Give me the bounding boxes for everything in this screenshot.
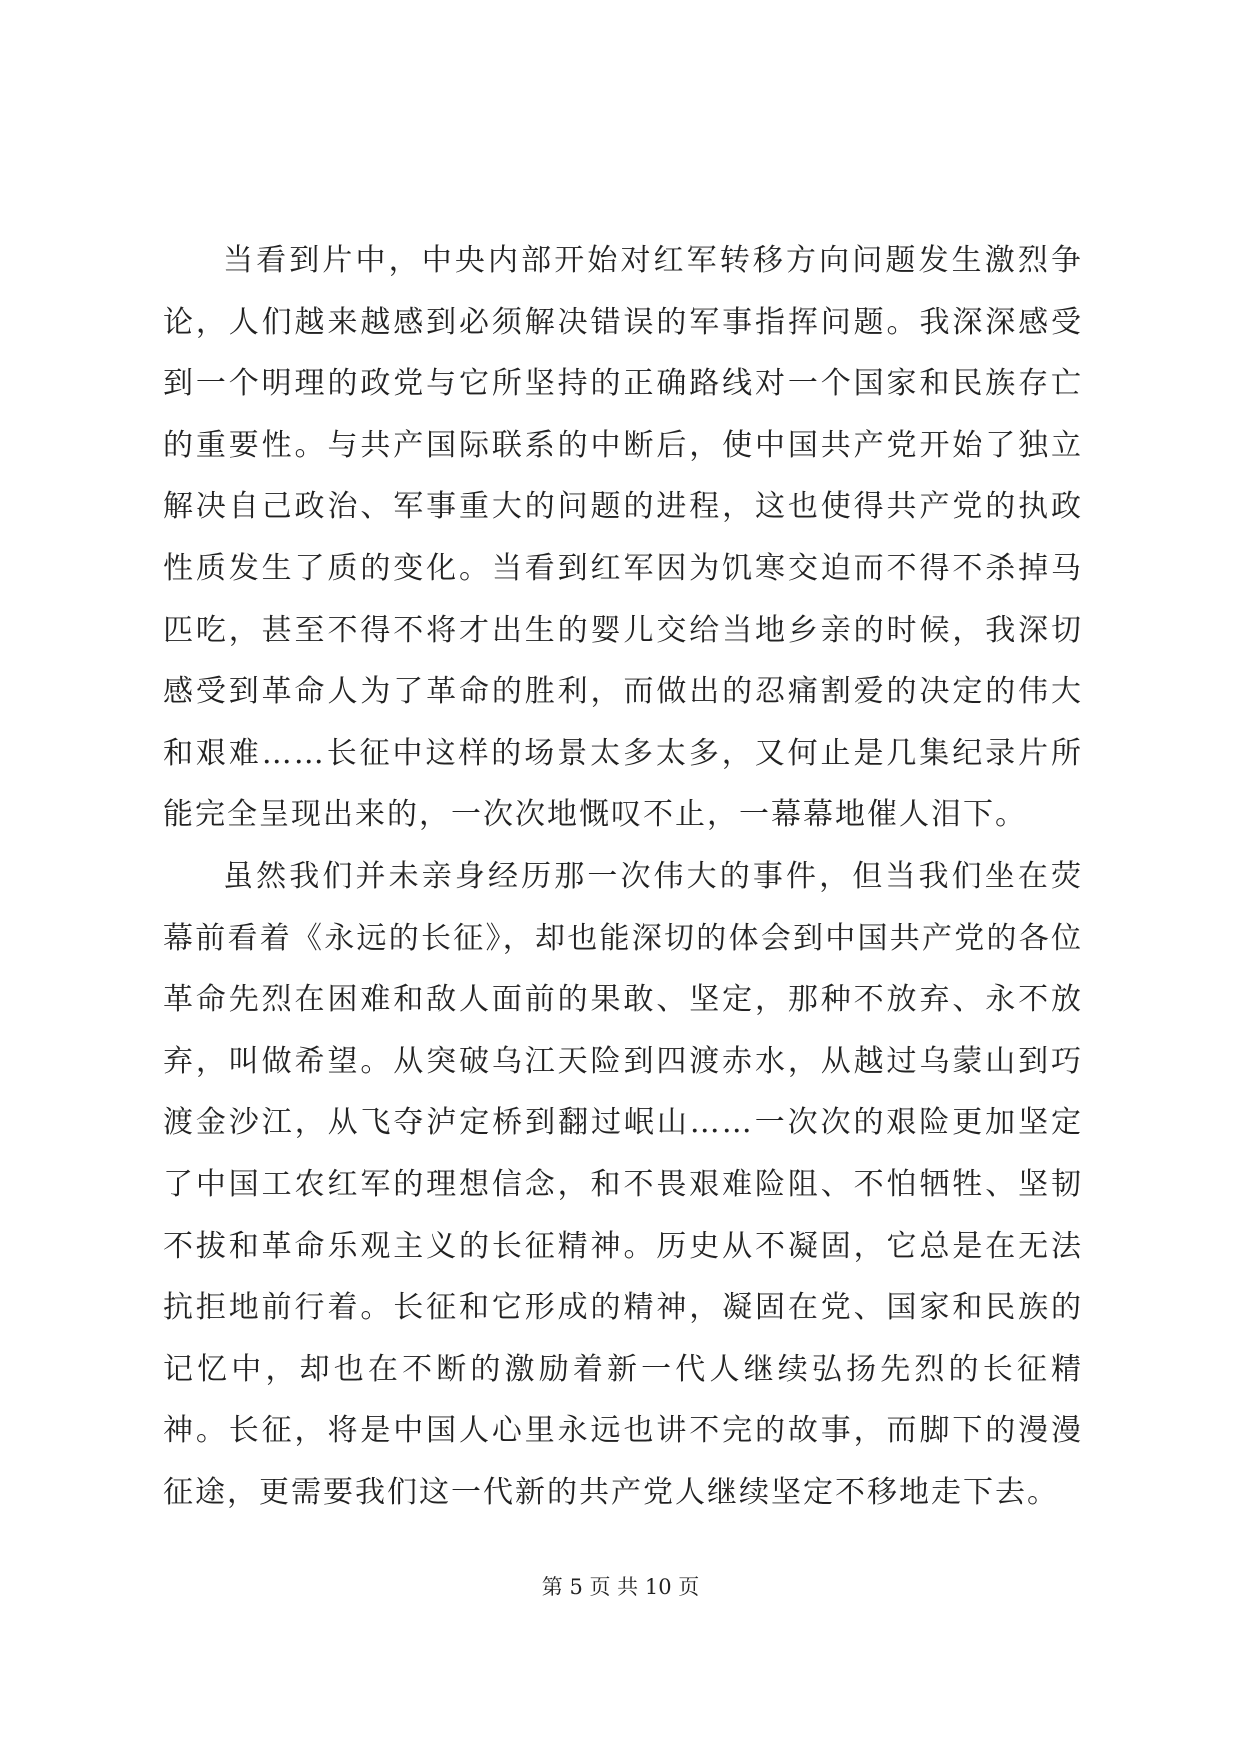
- document-body: [163, 230, 1083, 1523]
- page-footer: 第 5 页 共 10 页: [541, 1575, 700, 1599]
- paragraph-1: 当看到片中，中央内部开始对红军转移方向问题发生激烈争论，人们越来越感到必须解决错误的军事指挥问题。我深深感受到一个明理的政党与它所坚持的正确路线对一个国家和民族存亡的重要性。与共产国际联系的中断后，使中国共产党开始了独立解决自己政治、军事重大的问题的进程，这也使得共产党的执政性质发生了质的变化。当看到红军因为饥寒交迫而不得不杀掉马匹吃，甚至不得不将才出生的婴儿交给当地乡亲的时候，我深切感受到革命人为了革命的胜利，而做出的忍痛割爱的决定的伟大和艰难……长征中这样的场景太多太多，又何止是几集纪录片所能完全呈现出来的，一次次地慨叹不止，一幕幕地催人泪下。: [163, 243, 1083, 833]
- paragraph-2: 虽然我们并未亲身经历那一次伟大的事件，但当我们坐在荧幕前看着《永远的长征》，却也能深切的体会到中国共产党的各位革命先烈在困难和敌人面前的果敢、坚定，那种不放弃、永不放弃，叫做希望。从突破乌江天险到四渡赤水，从越过乌蒙山到巧渡金沙江，从飞夺泸定桥到翻过岷山……一次次的艰险更加坚定了中国工农红军的理想信念，和不畏艰难险阻、不怕牺牲、坚韧不拔和革命乐观主义的长征精神。历史从不凝固，它总是在无法抗拒地前行着。长征和它形成的精神，凝固在党、国家和民族的记忆中，却也在不断的激励着新一代人继续弘扬先烈的长征精神。长征，将是中国人心里永远也讲不完的故事，而脚下的漫漫征途，更需要我们这一代新的共产党人继续坚定不移地走下去。: [163, 858, 1083, 1510]
